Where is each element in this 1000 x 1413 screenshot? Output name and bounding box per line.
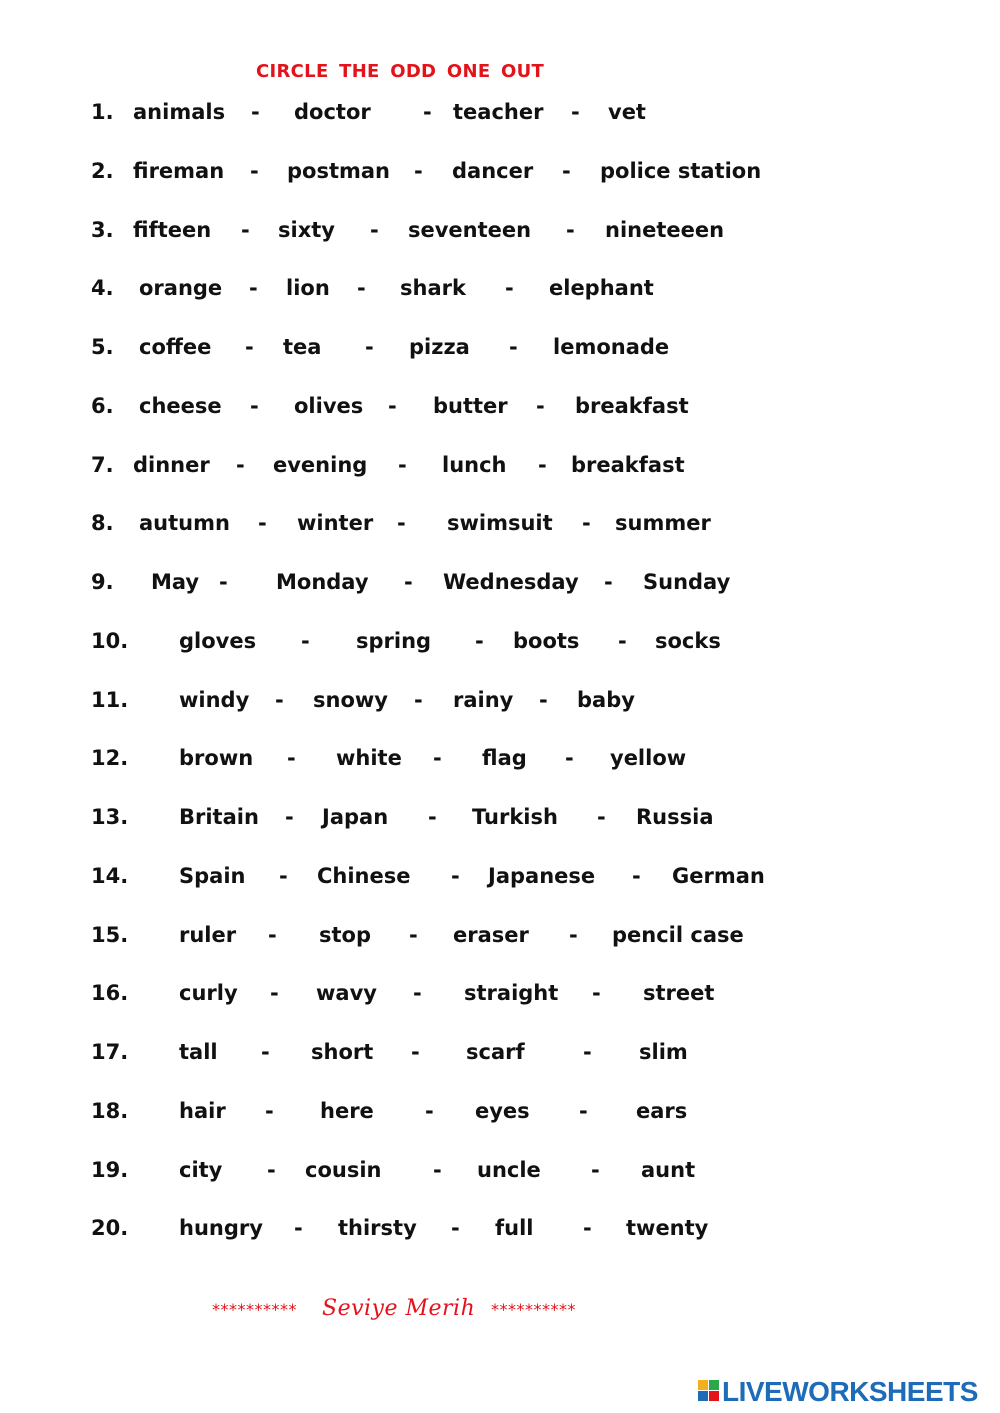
exercise-row: [0, 453, 1000, 483]
word-option[interactable]: autumn: [139, 511, 230, 536]
worksheet-title: CIRCLE THE ODD ONE OUT: [256, 61, 545, 82]
word-option[interactable]: baby: [577, 687, 635, 712]
exercise-row: [0, 394, 1000, 424]
author-name: Seviye Merih: [322, 1296, 476, 1321]
item-number: 7.: [91, 452, 114, 477]
exercise-row: [0, 805, 1000, 835]
word-option[interactable]: brown: [179, 746, 254, 771]
exercise-row: [0, 1040, 1000, 1070]
word-separator: -: [583, 1216, 592, 1241]
word-option[interactable]: socks: [655, 628, 721, 653]
word-option[interactable]: Japanese: [488, 863, 596, 888]
word-option[interactable]: seventeen: [408, 217, 532, 242]
word-option[interactable]: elephant: [549, 276, 654, 301]
word-separator: -: [397, 511, 406, 536]
item-number: 17.: [91, 1040, 129, 1064]
word-separator: -: [536, 393, 545, 418]
word-separator: -: [365, 335, 374, 359]
word-separator: -: [569, 922, 578, 947]
word-option[interactable]: lion: [286, 276, 330, 301]
word-option[interactable]: swimsuit: [447, 511, 553, 536]
word-option[interactable]: lunch: [442, 452, 507, 477]
exercise-row: [0, 629, 1000, 659]
word-separator: -: [236, 452, 245, 477]
item-number: 19.: [91, 1157, 129, 1182]
word-option[interactable]: scarf: [466, 1040, 525, 1064]
word-separator: -: [566, 217, 575, 242]
exercise-row: [0, 159, 1000, 189]
word-option[interactable]: thirsty: [338, 1216, 417, 1241]
word-option[interactable]: ruler: [179, 922, 237, 947]
word-separator: -: [413, 981, 422, 1006]
word-separator: -: [270, 981, 279, 1006]
word-option[interactable]: hair: [179, 1098, 226, 1123]
word-option[interactable]: curly: [179, 981, 238, 1006]
word-separator: -: [287, 746, 296, 771]
word-separator: -: [285, 805, 294, 829]
word-option[interactable]: German: [672, 863, 765, 888]
word-separator: -: [388, 393, 397, 418]
word-separator: -: [451, 863, 460, 888]
word-option[interactable]: summer: [615, 511, 711, 536]
word-option[interactable]: rainy: [453, 687, 514, 712]
word-option[interactable]: Turkish: [472, 805, 558, 829]
word-option[interactable]: eyes: [475, 1098, 530, 1123]
word-separator: -: [250, 158, 259, 183]
word-option[interactable]: olives: [294, 393, 364, 418]
item-number: 10.: [91, 628, 129, 653]
word-option[interactable]: ears: [636, 1098, 688, 1123]
word-option[interactable]: dinner: [133, 452, 210, 477]
word-option[interactable]: dancer: [452, 158, 534, 183]
word-option[interactable]: cheese: [139, 393, 222, 418]
exercise-row: [0, 864, 1000, 894]
word-option[interactable]: wavy: [316, 981, 377, 1006]
exercise-row: [0, 1216, 1000, 1246]
word-option[interactable]: Monday: [276, 570, 369, 594]
item-number: 2.: [91, 158, 114, 183]
word-option[interactable]: evening: [273, 452, 368, 477]
word-option[interactable]: May: [151, 570, 200, 594]
word-option[interactable]: lemonade: [553, 335, 670, 359]
word-separator: -: [294, 1216, 303, 1241]
word-option[interactable]: yellow: [610, 746, 687, 771]
word-separator: -: [251, 100, 260, 124]
brand-name: LIVEWORKSHEETS: [722, 1376, 978, 1407]
word-separator: -: [571, 100, 580, 124]
word-separator: -: [250, 393, 259, 418]
item-number: 3.: [91, 217, 114, 242]
word-separator: -: [245, 335, 254, 359]
word-separator: -: [582, 511, 591, 536]
word-option[interactable]: Britain: [179, 805, 259, 829]
word-separator: -: [618, 628, 627, 653]
word-option[interactable]: Wednesday: [443, 570, 579, 594]
word-option[interactable]: street: [643, 981, 715, 1006]
word-option[interactable]: sixty: [278, 217, 335, 242]
word-separator: -: [409, 922, 418, 947]
word-option[interactable]: here: [320, 1098, 374, 1123]
word-separator: -: [505, 276, 514, 301]
word-separator: -: [357, 276, 366, 301]
item-number: 9.: [91, 570, 114, 594]
word-separator: -: [267, 1157, 276, 1182]
word-option[interactable]: doctor: [294, 100, 371, 124]
word-option[interactable]: stop: [319, 922, 371, 947]
word-option[interactable]: eraser: [453, 922, 529, 947]
word-option[interactable]: Spain: [179, 863, 246, 888]
word-option[interactable]: hungry: [179, 1216, 263, 1241]
word-separator: -: [414, 687, 423, 712]
word-option[interactable]: twenty: [626, 1216, 709, 1241]
word-separator: -: [425, 1098, 434, 1123]
item-number: 14.: [91, 863, 129, 888]
word-separator: -: [423, 100, 432, 124]
word-separator: -: [539, 687, 548, 712]
word-option[interactable]: spring: [356, 628, 432, 653]
word-separator: -: [411, 1040, 420, 1064]
item-number: 16.: [91, 981, 129, 1006]
word-separator: -: [475, 628, 484, 653]
word-option[interactable]: postman: [287, 158, 391, 183]
word-option[interactable]: Chinese: [317, 863, 411, 888]
exercise-row: [0, 688, 1000, 718]
word-option[interactable]: animals: [133, 100, 226, 124]
word-separator: -: [275, 687, 284, 712]
exercise-row: [0, 218, 1000, 248]
word-option[interactable]: orange: [139, 276, 223, 301]
word-separator: -: [433, 746, 442, 771]
word-separator: -: [249, 276, 258, 301]
logo-icon: [698, 1380, 720, 1402]
word-option[interactable]: snowy: [313, 687, 388, 712]
word-option[interactable]: fifteen: [133, 217, 212, 242]
item-number: 13.: [91, 805, 129, 829]
word-option[interactable]: pizza: [409, 335, 470, 359]
word-option[interactable]: uncle: [477, 1157, 541, 1182]
word-option[interactable]: straight: [464, 981, 559, 1006]
word-option[interactable]: city: [179, 1157, 223, 1182]
stars-right: **********: [491, 1300, 576, 1319]
word-separator: -: [632, 863, 641, 888]
word-option[interactable]: Sunday: [643, 570, 731, 594]
word-separator: -: [268, 922, 277, 947]
word-option[interactable]: butter: [433, 393, 508, 418]
word-option[interactable]: coffee: [139, 335, 212, 359]
item-number: 15.: [91, 922, 129, 947]
word-option[interactable]: white: [336, 746, 402, 771]
word-separator: -: [279, 863, 288, 888]
word-separator: -: [398, 452, 407, 477]
word-separator: -: [565, 746, 574, 771]
word-option[interactable]: boots: [513, 628, 580, 653]
word-separator: -: [261, 1040, 270, 1064]
word-option[interactable]: breakfast: [571, 452, 685, 477]
item-number: 11.: [91, 687, 129, 712]
word-separator: -: [258, 511, 267, 536]
word-option[interactable]: aunt: [641, 1157, 696, 1182]
word-option[interactable]: pencil case: [612, 922, 744, 947]
word-option[interactable]: gloves: [179, 628, 257, 653]
exercise-row: [0, 511, 1000, 541]
exercise-row: [0, 100, 1000, 130]
word-separator: -: [433, 1157, 442, 1182]
word-option[interactable]: Japan: [322, 805, 389, 829]
word-separator: -: [562, 158, 571, 183]
word-option[interactable]: cousin: [305, 1157, 382, 1182]
word-option[interactable]: tea: [283, 335, 322, 359]
exercise-row: [0, 1158, 1000, 1188]
exercise-row: [0, 570, 1000, 600]
exercise-row: [0, 335, 1000, 365]
word-option[interactable]: windy: [179, 687, 250, 712]
word-separator: -: [219, 570, 228, 594]
word-separator: -: [592, 981, 601, 1006]
item-number: 1.: [91, 100, 114, 124]
item-number: 12.: [91, 746, 129, 771]
exercise-row: [0, 923, 1000, 953]
word-option[interactable]: Russia: [636, 805, 714, 829]
word-option[interactable]: tall: [179, 1040, 218, 1064]
word-separator: -: [370, 217, 379, 242]
exercise-row: [0, 276, 1000, 306]
author-signature: [0, 1298, 1000, 1328]
word-separator: -: [414, 158, 423, 183]
word-option[interactable]: teacher: [453, 100, 544, 124]
word-separator: -: [538, 452, 547, 477]
word-separator: -: [241, 217, 250, 242]
item-number: 6.: [91, 393, 114, 418]
word-separator: -: [597, 805, 606, 829]
word-separator: -: [591, 1157, 600, 1182]
word-option[interactable]: fireman: [133, 158, 225, 183]
item-number: 5.: [91, 335, 114, 359]
word-option[interactable]: police station: [600, 158, 762, 183]
word-option[interactable]: nineteeen: [605, 217, 725, 242]
word-option[interactable]: full: [495, 1216, 534, 1241]
word-separator: -: [265, 1098, 274, 1123]
word-option[interactable]: shark: [400, 276, 466, 301]
word-separator: -: [509, 335, 518, 359]
word-option[interactable]: vet: [608, 100, 646, 124]
exercise-row: [0, 981, 1000, 1011]
item-number: 20.: [91, 1216, 129, 1241]
item-number: 4.: [91, 276, 114, 301]
word-separator: -: [428, 805, 437, 829]
exercise-row: [0, 1099, 1000, 1129]
word-option[interactable]: winter: [297, 511, 374, 536]
exercise-row: [0, 746, 1000, 776]
word-separator: -: [451, 1216, 460, 1241]
word-separator: -: [579, 1098, 588, 1123]
word-option[interactable]: short: [311, 1040, 374, 1064]
liveworksheets-logo[interactable]: [698, 1376, 998, 1410]
word-option[interactable]: flag: [482, 746, 527, 771]
word-option[interactable]: breakfast: [575, 393, 689, 418]
item-number: 18.: [91, 1098, 129, 1123]
word-separator: -: [583, 1040, 592, 1064]
stars-left: **********: [212, 1300, 297, 1319]
word-separator: -: [604, 570, 613, 594]
word-option[interactable]: slim: [639, 1040, 688, 1064]
item-number: 8.: [91, 511, 114, 536]
word-separator: -: [404, 570, 413, 594]
word-separator: -: [301, 628, 310, 653]
